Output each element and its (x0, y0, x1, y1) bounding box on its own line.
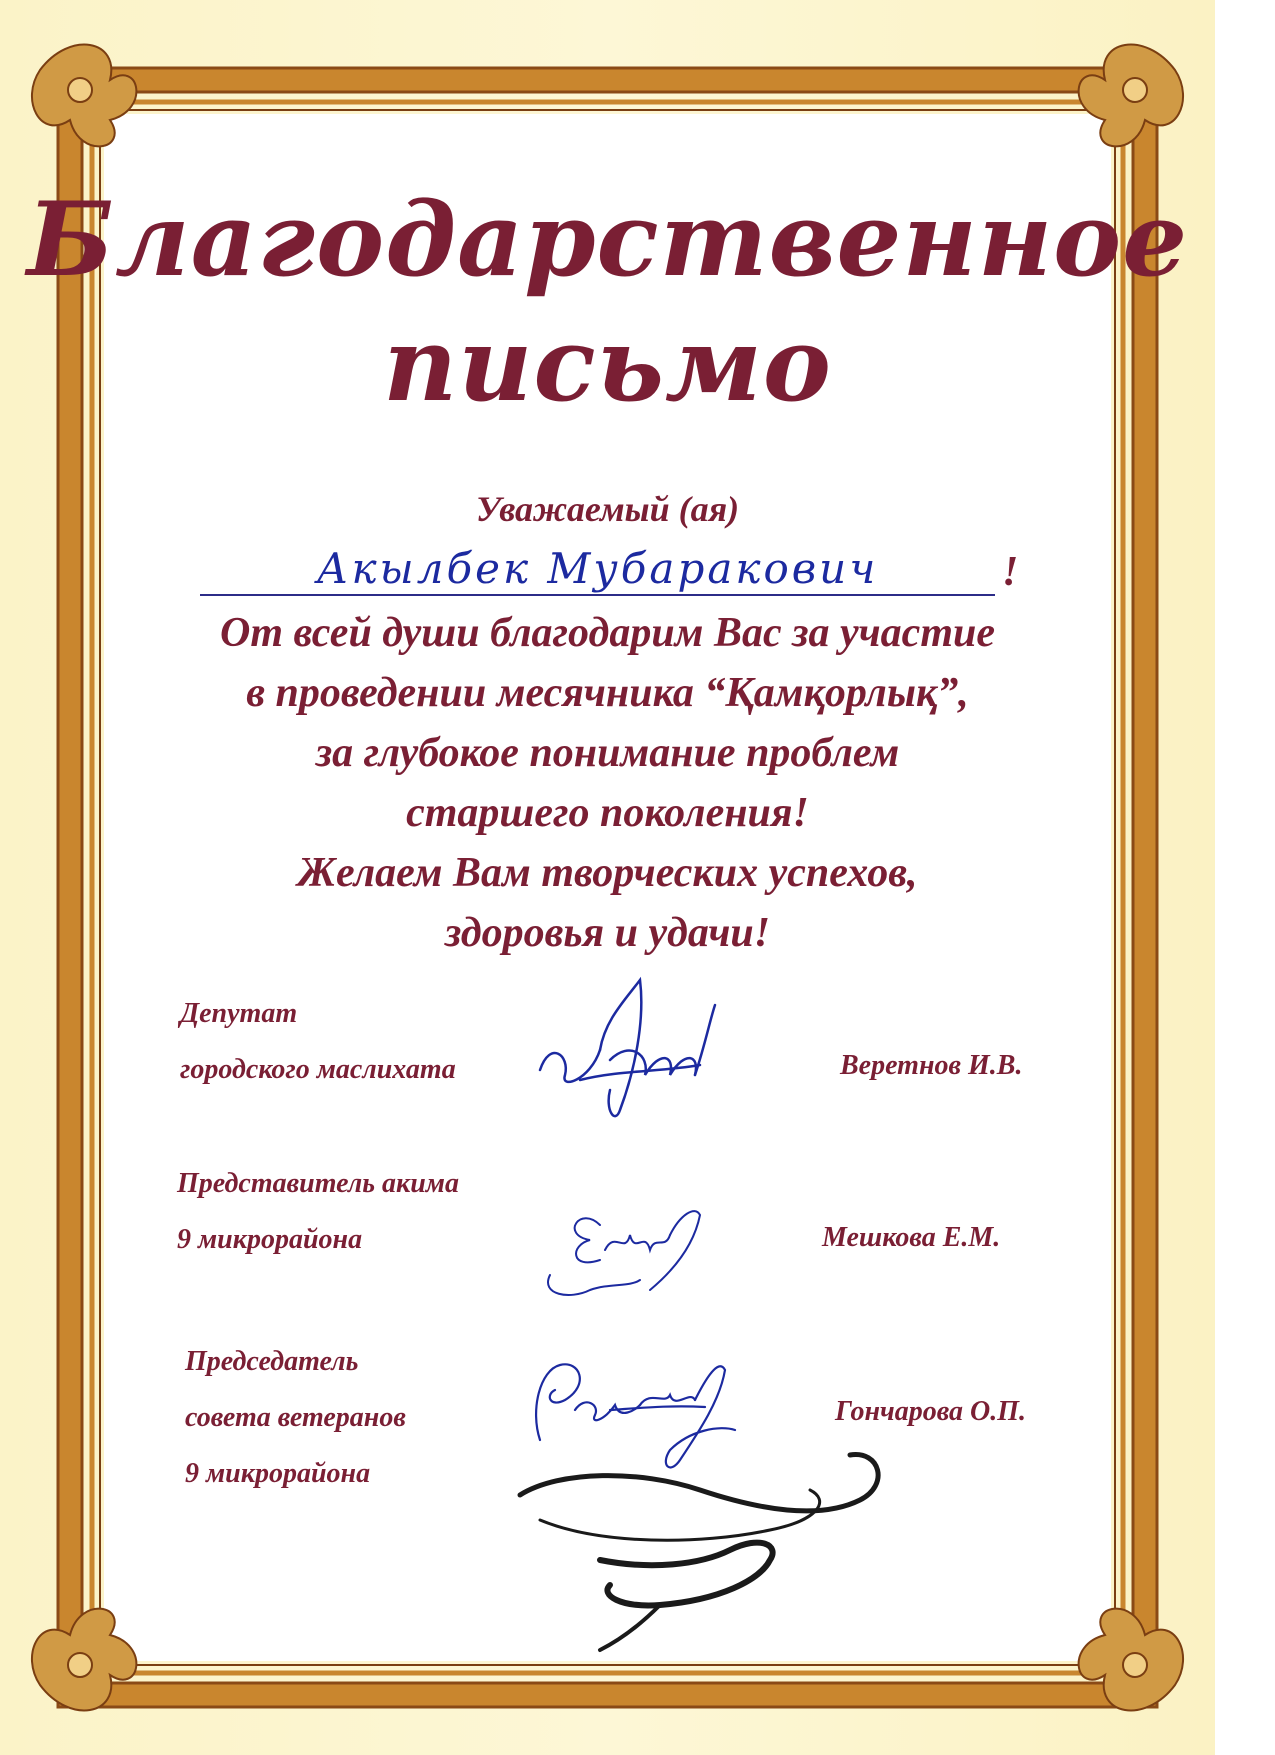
signatory-title: Депутат городского маслихата (180, 998, 456, 1085)
title-line-1: Благодарственное (26, 180, 1189, 300)
body-line: в проведении месячника “Қамқорлық”, (246, 670, 969, 716)
body-text (0, 603, 1215, 963)
recipient-name: Акылбек Мубаракович (200, 544, 995, 596)
body-line: старшего поколения! (406, 790, 809, 836)
signatory-name: Веретнов И.В. (840, 1050, 1023, 1081)
body-line: здоровья и удачи! (444, 910, 771, 956)
signatory-title: Представитель акима 9 микрорайона (177, 1168, 459, 1255)
body-line: за глубокое понимание проблем (315, 730, 900, 776)
body-line: Желаем Вам творческих успехов, (297, 850, 918, 896)
recipient-exclamation: ! (1002, 549, 1019, 595)
signatory-name: Гончарова О.П. (835, 1396, 1027, 1427)
greeting: Уважаемый (ая) (475, 489, 740, 529)
signatory-title: Председатель совета ветеранов 9 микрорайона (185, 1346, 406, 1489)
signatory-name: Мешкова Е.М. (822, 1222, 1001, 1253)
signature-image (530, 960, 730, 1130)
signature-image (530, 1195, 730, 1305)
signature-image (520, 1350, 750, 1480)
body-line: От всей души благодарим Вас за участие (220, 610, 995, 656)
title-line-2: письмо (383, 305, 832, 425)
